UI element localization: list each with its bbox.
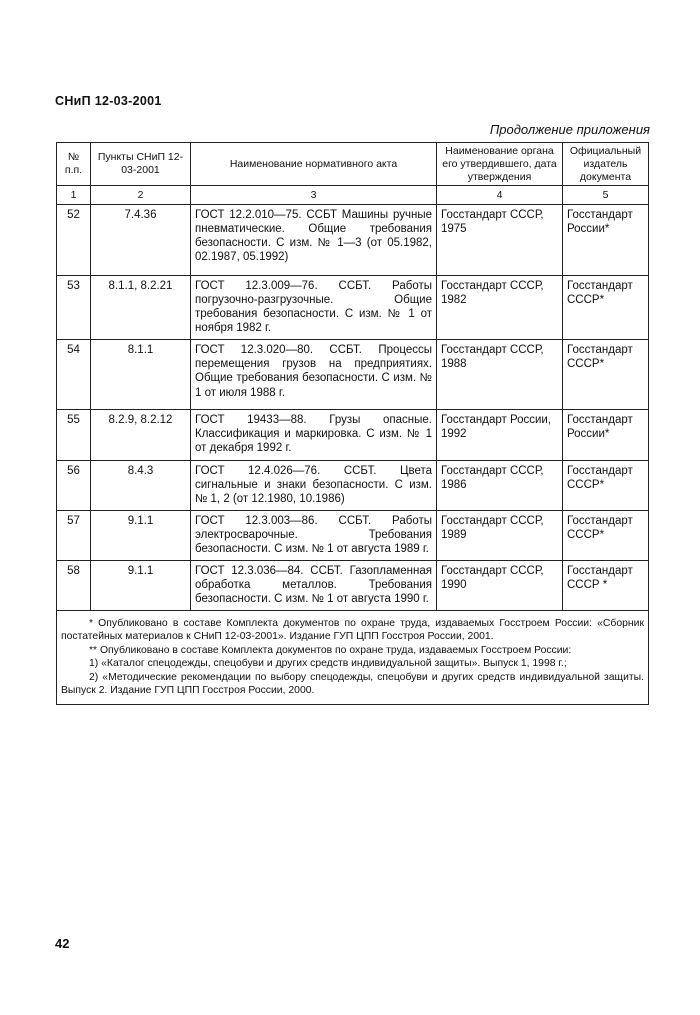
row-points: 8.4.3 (91, 460, 191, 510)
col-header-authority: Наименование органа его утвердившего, дата утверждения (437, 143, 563, 186)
row-number: 57 (57, 510, 91, 560)
row-act-name: ГОСТ 12.3.020—80. ССБТ. Процессы перемещения грузов на предприятиях. Общие требования безопасности. С изм. № 1 от июля 1988 г. (191, 340, 437, 410)
row-authority: Госстандарт России, 1992 (437, 410, 563, 460)
continuation-label: Продолжение приложения (489, 122, 650, 137)
row-points: 9.1.1 (91, 510, 191, 560)
row-points: 9.1.1 (91, 560, 191, 610)
row-publisher: Госстандарт СССР* (563, 276, 649, 340)
col-header-points: Пункты СНиП 12-03-2001 (91, 143, 191, 186)
document-code: СНиП 12-03-2001 (55, 94, 162, 108)
col-header-publisher: Официальный издатель документа (563, 143, 649, 186)
footnote: 1) «Каталог спецодежды, спецобуви и других средств индивидуальной защиты». Выпуск 1, 1998 г.; (89, 658, 567, 670)
footnote: 2) «Методические рекомендации по выбору спецодежды, спецобуви и других средств индивидуальной защиты. Выпуск 2. Издание ГУП ЦПП Госстроя России, 2000. (61, 671, 644, 697)
footnotes (56, 611, 649, 705)
col-number: 2 (91, 186, 191, 205)
row-authority: Госстандарт СССР, 1990 (437, 560, 563, 610)
row-authority: Госстандарт СССР, 1989 (437, 510, 563, 560)
footnote: ** Опубликовано в составе Комплекта документов по охране труда, издаваемых Госстроем России: (89, 644, 572, 656)
table-row (57, 510, 649, 560)
col-number: 5 (563, 186, 649, 205)
table-row (57, 410, 649, 460)
row-publisher: Госстандарт СССР* (563, 510, 649, 560)
row-points: 7.4.36 (91, 205, 191, 276)
row-authority: Госстандарт СССР, 1982 (437, 276, 563, 340)
row-publisher: Госстандарт России* (563, 410, 649, 460)
footnote: * Опубликовано в составе Комплекта документов по охране труда, издаваемых Госстроем России: «Сборник постатейных материалов к СНиП 12-03-2001». Издание ГУП ЦПП Госстроя России, 2001. (61, 617, 644, 643)
row-act-name: ГОСТ 12.3.003—86. ССБТ. Работы электросварочные. Требования безопасности. С изм. № 1 от августа 1989 г. (191, 510, 437, 560)
row-publisher: Госстандарт СССР * (563, 560, 649, 610)
row-authority: Госстандарт СССР, 1975 (437, 205, 563, 276)
col-header-act: Наименование нормативного акта (191, 143, 437, 186)
row-publisher: Госстандарт СССР* (563, 460, 649, 510)
table-row (57, 560, 649, 610)
row-act-name: ГОСТ 12.3.009—76. ССБТ. Работы погрузочно-разгрузочные. Общие требования безопасности. С изм. № 1 от ноября 1982 г. (191, 276, 437, 340)
row-authority: Госстандарт СССР, 1986 (437, 460, 563, 510)
row-number: 55 (57, 410, 91, 460)
row-number: 52 (57, 205, 91, 276)
col-header-number: № п.п. (57, 143, 91, 186)
row-act-name: ГОСТ 12.4.026—76. ССБТ. Цвета сигнальные и знаки безопасности. С изм. № 1, 2 (от 12.1980, 10.1986) (191, 460, 437, 510)
col-number: 1 (57, 186, 91, 205)
col-number: 4 (437, 186, 563, 205)
table-row (57, 276, 649, 340)
row-act-name: ГОСТ 12.2.010—75. ССБТ Машины ручные пневматические. Общие требования безопасности. С изм. № 1—3 (от 05.1982, 02.1987, 05.1992) (191, 205, 437, 276)
row-publisher: Госстандарт СССР* (563, 340, 649, 410)
row-number: 56 (57, 460, 91, 510)
header-row (57, 143, 649, 186)
column-number-row (57, 186, 649, 205)
col-number: 3 (191, 186, 437, 205)
table-row (57, 460, 649, 510)
row-points: 8.2.9, 8.2.12 (91, 410, 191, 460)
row-number: 54 (57, 340, 91, 410)
row-publisher: Госстандарт России* (563, 205, 649, 276)
row-authority: Госстандарт СССР, 1988 (437, 340, 563, 410)
row-act-name: ГОСТ 12.3.036—84. ССБТ. Газопламенная обработка металлов. Требования безопасности. С изм. № 1 от августа 1990 г. (191, 560, 437, 610)
regulations-table (56, 142, 649, 611)
row-points: 8.1.1 (91, 340, 191, 410)
table-body (57, 205, 649, 610)
row-act-name: ГОСТ 19433—88. Грузы опасные. Классификация и маркировка. С изм. № 1 от декабря 1992 г. (191, 410, 437, 460)
row-number: 58 (57, 560, 91, 610)
row-points: 8.1.1, 8.2.21 (91, 276, 191, 340)
page-number: 42 (55, 936, 70, 951)
table-row (57, 340, 649, 410)
table-row (57, 205, 649, 276)
row-number: 53 (57, 276, 91, 340)
